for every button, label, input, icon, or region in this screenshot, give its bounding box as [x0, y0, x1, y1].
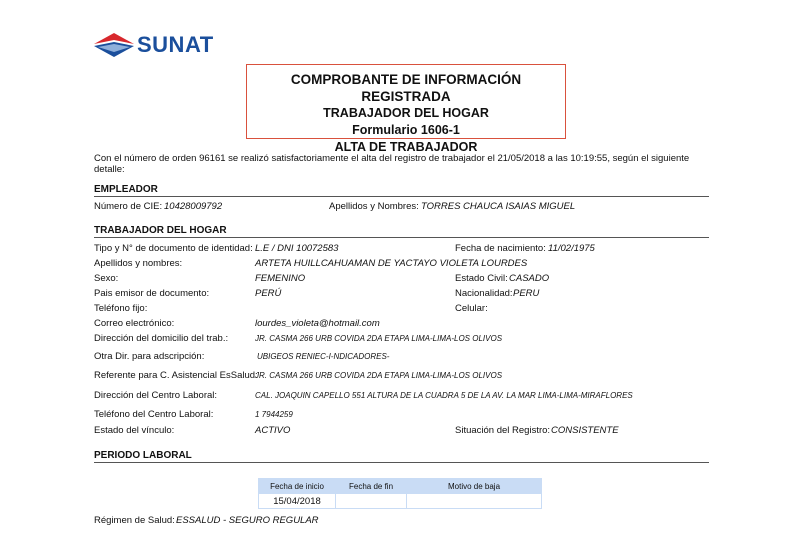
cell-start-date: 15/04/2018 [259, 494, 336, 509]
sunat-logo [92, 30, 222, 62]
reference-label: Referente para C. Asistencial EsSalud: [94, 370, 258, 381]
registry-label: Situación del Registro: [455, 425, 551, 436]
sex-value: FEMENINO [255, 273, 306, 284]
doc-value: L.E / DNI 10072583 [255, 243, 339, 254]
worker-heading: TRABAJADOR DEL HOGAR [94, 225, 227, 236]
document-title-box [246, 64, 566, 154]
nationality-label: Nacionalidad: [455, 288, 513, 299]
period-table [258, 478, 542, 509]
divider [94, 237, 709, 238]
col-reason: Motivo de baja [407, 479, 542, 494]
reference-value: JR. CASMA 266 URB COVIDA 2DA ETAPA LIMA-LIMA-LOS OLIVOS [255, 371, 503, 380]
title-line-1: COMPROBANTE DE INFORMACIÓN REGISTRADA [290, 72, 522, 104]
registry-value: CONSISTENTE [551, 425, 619, 436]
cie-label: Número de CIE: [94, 201, 163, 212]
nationality-value: PERU [513, 288, 540, 299]
email-label: Correo electrónico: [94, 318, 175, 329]
other-address-label: Otra Dir. para adscripción: [94, 351, 205, 362]
health-label: Régimen de Salud: [94, 515, 175, 526]
divider [94, 196, 709, 197]
country-value: PERÚ [255, 288, 282, 299]
period-heading: PERIODO LABORAL [94, 450, 192, 461]
col-end-date: Fecha de fin [336, 479, 407, 494]
address-label: Dirección del domicilio del trab.: [94, 333, 229, 344]
period-table-header [259, 479, 542, 494]
other-address-value: UBIGEOS RENIEC-I-NDICADORES- [257, 352, 390, 361]
cell-reason [407, 494, 542, 509]
doc-label: Tipo y N° de documento de identidad: [94, 243, 253, 254]
employer-heading: EMPLEADOR [94, 184, 158, 195]
civil-label: Estado Civil: [455, 273, 508, 284]
employer-names-value: TORRES CHAUCA ISAIAS MIGUEL [421, 201, 576, 212]
email-value: lourdes_violeta@hotmail.com [255, 318, 380, 329]
birth-label: Fecha de nacimiento: [455, 243, 546, 254]
cie-value: 10428009792 [164, 201, 223, 212]
bond-label: Estado del vínculo: [94, 425, 175, 436]
address-value: JR. CASMA 266 URB COVIDA 2DA ETAPA LIMA-LIMA-LOS OLIVOS [255, 334, 503, 343]
logo-text: SUNAT [137, 32, 214, 57]
sunat-logo-icon [92, 30, 136, 60]
divider [94, 462, 709, 463]
title-line-4: ALTA DE TRABAJADOR [334, 140, 478, 154]
work-phone-label: Teléfono del Centro Laboral: [94, 409, 214, 420]
col-start-date: Fecha de inicio [259, 479, 336, 494]
intro-text: Con el número de orden 96161 se realizó satisfactoriamente el alta del registro de trabajador el 21/05/2018 a las 10:19:55, según el siguiente detalle: [94, 153, 690, 175]
country-label: Pais emisor de documento: [94, 288, 210, 299]
civil-value: CASADO [509, 273, 550, 284]
cell-label: Celular: [455, 303, 488, 314]
cell-end-date [336, 494, 407, 509]
table-row [259, 494, 542, 509]
sex-label: Sexo: [94, 273, 119, 284]
bond-value: ACTIVO [255, 425, 291, 436]
employer-names-label: Apellidos y Nombres: [329, 201, 419, 212]
work-address-value: CAL. JOAQUIN CAPELLO 551 ALTURA DE LA CUADRA 5 DE LA AV. LA MAR LIMA-LIMA-MIRAFLORES [255, 391, 633, 400]
worker-names-value: ARTETA HUILLCAHUAMAN DE YACTAYO VIOLETA LOURDES [255, 258, 528, 269]
work-address-label: Dirección del Centro Laboral: [94, 390, 218, 401]
title-line-3: Formulario 1606-1 [352, 123, 460, 137]
title-line-2: TRABAJADOR DEL HOGAR [323, 106, 489, 120]
birth-value: 11/02/1975 [548, 243, 595, 254]
phone-label: Teléfono fijo: [94, 303, 148, 314]
work-phone-value: 1 7944259 [255, 410, 293, 419]
health-value: ESSALUD - SEGURO REGULAR [176, 515, 319, 526]
worker-names-label: Apellidos y nombres: [94, 258, 183, 269]
